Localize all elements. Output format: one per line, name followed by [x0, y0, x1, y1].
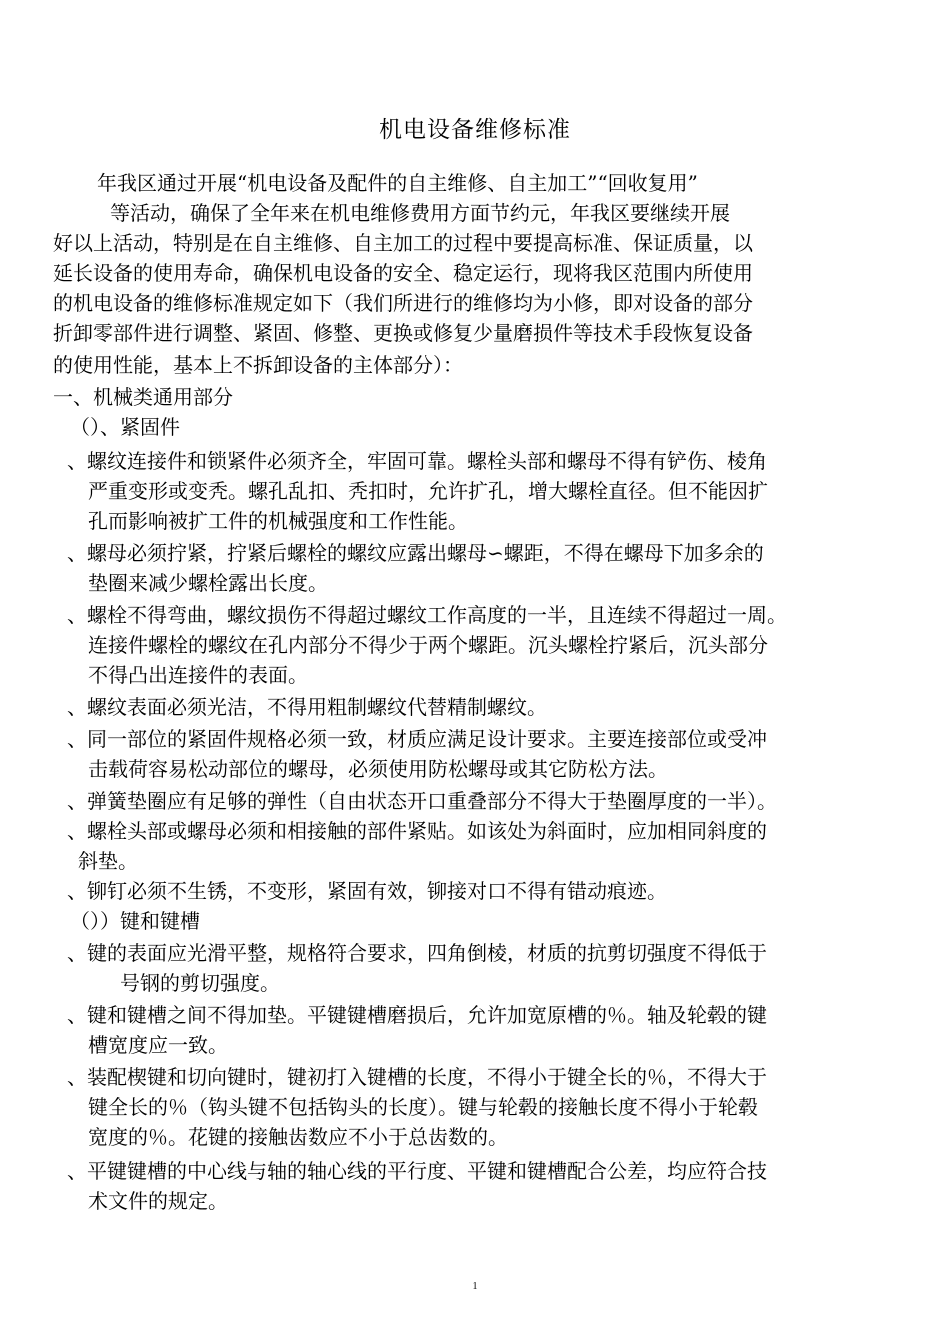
list-item-line: 键全长的％（钩头键不包括钩头的长度）。键与轮毂的接触长度不得小于轮毂 — [88, 1095, 758, 1119]
list-item-line: 槽宽度应一致。 — [88, 1033, 228, 1057]
list-item-line: 、螺纹连接件和锁紧件必须齐全，牢固可靠。螺栓头部和螺母不得有铲伤、棱角 — [67, 449, 767, 473]
list-item-line: 、铆钉必须不生锈，不变形，紧固有效，铆接对口不得有错动痕迹。 — [67, 879, 667, 903]
list-item-line: 严重变形或变秃。螺孔乱扣、秃扣时，允许扩孔，增大螺栓直径。但不能因扩 — [88, 479, 768, 503]
list-item-line: 、螺母必须拧紧，拧紧后螺栓的螺纹应露出螺母∽螺距，不得在螺母下加多余的 — [67, 541, 764, 565]
list-item-line: 连接件螺栓的螺纹在孔内部分不得少于两个螺距。沉头螺栓拧紧后，沉头部分 — [88, 633, 768, 657]
list-item-line: 、键和键槽之间不得加垫。平键键槽磨损后，允许加宽原槽的％。轴及轮毂的键 — [67, 1003, 767, 1027]
intro-line: 年我区通过开展“机电设备及配件的自主维修、自主加工”“回收复用” — [97, 171, 698, 195]
list-item-line: 术文件的规定。 — [88, 1189, 228, 1213]
list-item-line: 、同一部位的紧固件规格必须一致，材质应满足设计要求。主要连接部位或受冲 — [67, 727, 767, 751]
page-title: 机电设备维修标准 — [379, 117, 571, 143]
subsection-heading: （）、紧固件 — [70, 415, 180, 439]
list-item-line: 孔而影响被扩工件的机械强度和工作性能。 — [88, 509, 468, 533]
list-item-line: 、螺栓头部或螺母必须和相接触的部件紧贴。如该处为斜面时，应加相同斜度的 — [67, 819, 767, 843]
list-item-line: 宽度的％。花键的接触齿数应不小于总齿数的。 — [88, 1125, 508, 1149]
list-item-line: 、装配楔键和切向键时，键初打入键槽的长度，不得小于键全长的％，不得大于 — [67, 1065, 767, 1089]
list-item-line: 、螺纹表面必须光洁，不得用粗制螺纹代替精制螺纹。 — [67, 695, 547, 719]
list-item-line: 不得凸出连接件的表面。 — [88, 663, 308, 687]
intro-line: 延长设备的使用寿命，确保机电设备的安全、稳定运行，现将我区范围内所使用 — [53, 261, 753, 285]
list-item-line: 垫圈来减少螺栓露出长度。 — [88, 571, 328, 595]
list-item-line: 、螺栓不得弯曲，螺纹损伤不得超过螺纹工作高度的一半，且连续不得超过一周。 — [67, 603, 787, 627]
intro-line: 等活动，确保了全年来在机电维修费用方面节约元，年我区要继续开展 — [110, 201, 730, 225]
list-item-line: 、平键键槽的中心线与轴的轴心线的平行度、平键和键槽配合公差，均应符合技 — [67, 1159, 767, 1183]
intro-line: 的使用性能，基本上不拆卸设备的主体部分）： — [53, 353, 463, 377]
page-number: 1 — [472, 1281, 478, 1292]
list-item-line: 斜垫。 — [78, 849, 138, 873]
list-item-line: 、键的表面应光滑平整，规格符合要求，四角倒棱，材质的抗剪切强度不得低于 — [67, 941, 767, 965]
subsection-heading: （））键和键槽 — [70, 909, 200, 933]
list-item-line: 、弹簧垫圈应有足够的弹性（自由状态开口重叠部分不得大于垫圈厚度的一半）。 — [67, 789, 777, 813]
list-item-line: 击载荷容易松动部位的螺母，必须使用防松螺母或其它防松方法。 — [88, 757, 668, 781]
list-item-line: 号钢的剪切强度。 — [120, 971, 280, 995]
intro-line: 好以上活动，特别是在自主维修、自主加工的过程中要提高标准、保证质量，以 — [53, 231, 753, 255]
intro-line: 的机电设备的维修标准规定如下（我们所进行的维修均为小修，即对设备的部分 — [53, 291, 753, 315]
section-heading: 一、机械类通用部分 — [53, 385, 233, 409]
intro-line: 折卸零部件进行调整、紧固、修整、更换或修复少量磨损件等技术手段恢复设备 — [53, 321, 753, 345]
